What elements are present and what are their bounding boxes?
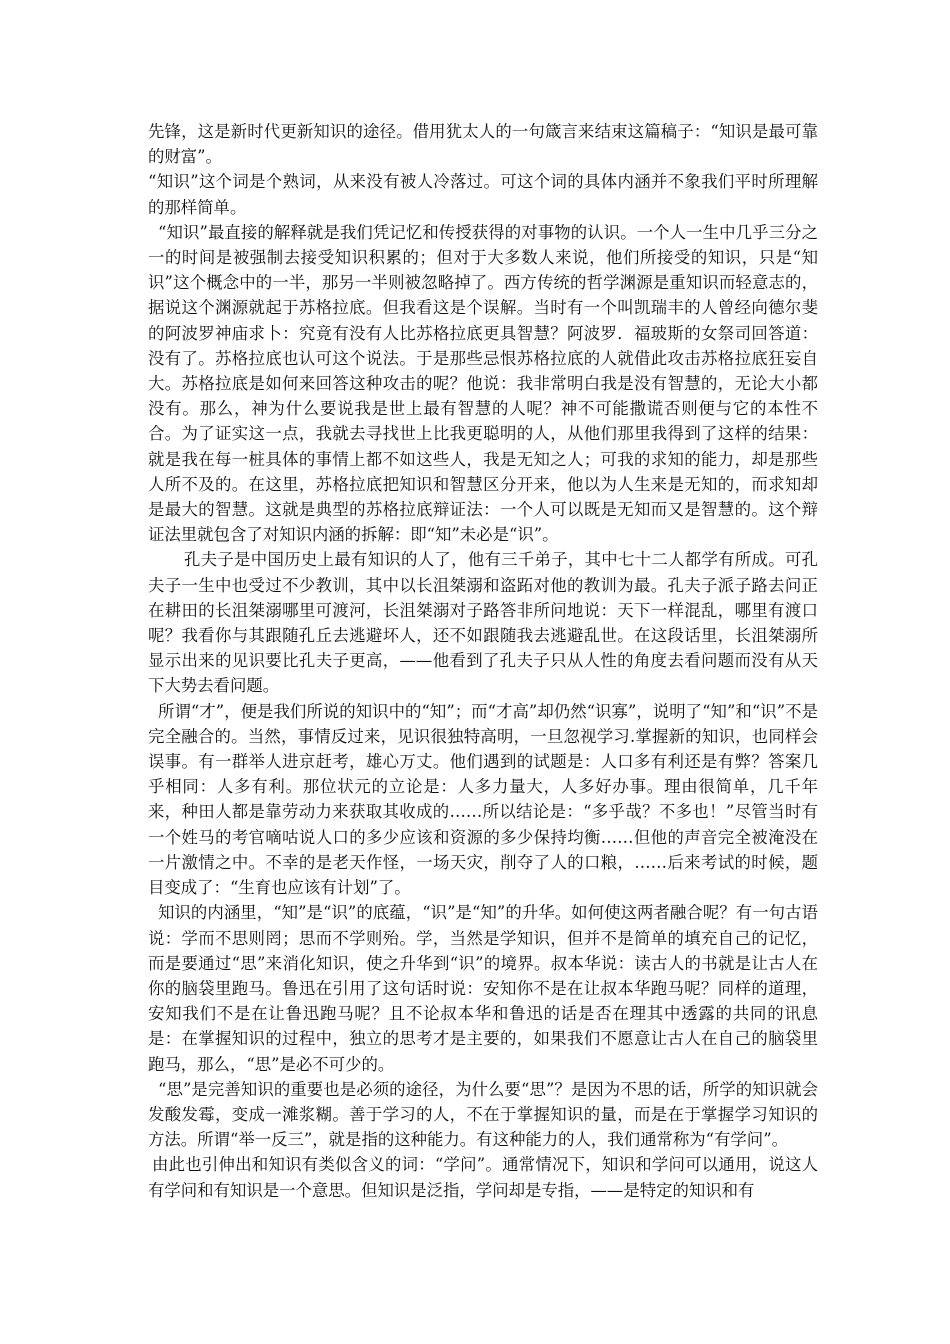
paragraph-3: “知识”最直接的解释就是我们凭记忆和传授获得的对事物的认识。一个人一生中几乎三分之一的时间是被强制去接受知识积累的；但对于大多数人来说，他们所接受的知识，只是“知识”这个概念中的一半，那另一半则被忽略掉了。西方传统的哲学渊源是重知识而轻意志的，据说这个渊源就起于苏格拉底。但我看这是个误解。当时有一个叫凯瑞丰的人曾经向德尔斐的阿波罗神庙求卜：究竟有没有人比苏格拉底更具智慧？阿波罗．福玻斯的女祭司回答道：没有了。苏格拉底也认可这个说法。于是那些忌恨苏格拉底的人就借此攻击苏格拉底狂妄自大。苏格拉底是如何来回答这种攻击的呢？他说：我非常明白我是没有智慧的，无论大小都没有。那么，神为什么要说我是世上最有智慧的人呢？神不可能撒谎否则便与它的本性不合。为了证实这一点，我就去寻找世上比我更聪明的人，从他们那里我得到了这样的结果：就是我在每一桩具体的事情上都不如这些人，我是无知之人；可我的求知的能力，却是那些人所不及的。在这里，苏格拉底把知识和智慧区分开来，他以为人生来是无知的，而求知却是最大的智慧。这就是典型的苏格拉底辩证法：一个人可以既是无知而又是智慧的。这个辩证法里就包含了对知识内涵的拆解：即“知”未必是“识”。 [148,222,818,545]
paragraph-2: “知识”这个词是个熟词，从来没有被人冷落过。可这个词的具体内涵并不象我们平时所理解的那样简单。 [148,172,818,217]
paragraph-1: 先锋，这是新时代更新知识的途径。借用犹太人的一句箴言来结束这篇稿子：“知识是最可靠的财富”。 [148,122,818,167]
paragraph-6: 知识的内涵里，“知”是“识”的底蕴，“识”是“知”的升华。如何使这两者融合呢？有一句古语说：学而不思则罔；思而不学则殆。学，当然是学知识，但并不是简单的填充自己的记忆，而是要通过“思”来消化知识，使之升华到“识”的境界。叔本华说：读古人的书就是让古人在你的脑袋里跑马。鲁迅在引用了这句话时说：安知你不是在让叔本华跑马呢？同样的道理，安知我们不是在让鲁迅跑马呢？且不论叔本华和鲁迅的话是否在理其中透露的共同的讯息是：在掌握知识的过程中，独立的思考才是主要的，如果我们不愿意让古人在自己的脑袋里跑马，那么，“思”是必不可少的。 [148,903,818,1074]
paragraph-5: 所谓“才”，便是我们所说的知识中的“知”；而“才高”却仍然“识寡”，说明了“知”和“识”不是完全融合的。当然，事情反过来，见识很独特高明，一旦忽视学习.掌握新的知识，也同样会误事。有一群举人进京赶考，雄心万丈。他们遇到的试题是：人口多有利还是有弊？答案几乎相同：人多有利。那位状元的立论是：人多力量大，人多好办事。理由很简单，几千年来，种田人都是靠劳动力来获取其收成的……所以结论是：“多乎哉？不多也！”尽管当时有一个姓马的考官嘀咕说人口的多少应该和资源的多少保持均衡……但他的声音完全被淹没在一片激情之中。不幸的是老天作怪，一场天灾，削夺了人的口粮，……后来考试的时候，题目变成了：“生育也应该有计划”了。 [148,701,818,898]
article-body [148,119,818,1203]
paragraph-8: 由此也引伸出和知识有类似含义的词：“学问”。通常情况下，知识和学问可以通用，说这人有学问和有知识是一个意思。但知识是泛指，学问却是专指，——是特定的知识和有 [148,1155,818,1200]
paragraph-7: “思”是完善知识的重要也是必须的途径，为什么要“思”？是因为不思的话，所学的知识就会发酸发霉，变成一滩浆糊。善于学习的人，不在于掌握知识的量，而是在于掌握学习知识的方法。所谓“举一反三”，就是指的这种能力。有这种能力的人，我们通常称为“有学问”。 [148,1079,818,1150]
paragraph-4: 孔夫子是中国历史上最有知识的人了，他有三千弟子，其中七十二人都学有所成。可孔夫子一生中也受过不少教训，其中以长沮桀溺和盗跖对他的教训为最。孔夫子派子路去问正在耕田的长沮桀溺哪里可渡河，长沮桀溺对子路答非所问地说：天下一样混乱，哪里有渡口呢？我看你与其跟随孔丘去逃避坏人，还不如跟随我去逃避乱世。在这段话里，长沮桀溺所显示出来的见识要比孔夫子更高，——他看到了孔夫子只从人性的角度去看问题而没有从天下大势去看问题。 [148,550,818,696]
